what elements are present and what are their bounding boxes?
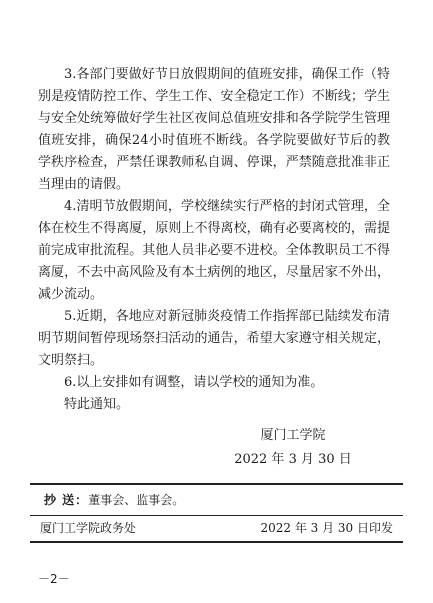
paragraph-closed-management: 4.清明节放假期间，学校继续实行严格的封闭式管理，全体在校生不得离厦，原则上不得离校，确有必要离校的，需提前完成审批流程。其他人员非必要不进校。全体教职员工不得离厦，不去中高风险及有本土病例的地区，尽量居家不外出，减少流动。: [38, 199, 390, 302]
page-number: －2－: [38, 572, 70, 586]
divider-bottom: [30, 541, 403, 543]
print-date: 2022 年 3 月 30 日印发: [260, 521, 393, 535]
paragraph-adjustment: 6.以上安排如有调整，请以学校的通知为准。: [64, 375, 324, 390]
copy-to-label: 抄 送：: [44, 493, 89, 507]
notice-body: [38, 64, 390, 416]
divider-top: [30, 483, 403, 485]
signature-organization: 厦门工学院: [260, 428, 326, 443]
issuer: 厦门工学院政务处: [40, 521, 137, 535]
paragraph-tomb-sweeping: 5.近期，各地应对新冠肺炎疫情工作指挥部已陆续发布清明节期间暂停现场祭扫活动的通告，希望大家遵守相关规定，文明祭扫。: [38, 309, 390, 368]
copy-to-line: [44, 490, 184, 510]
copy-to-recipients: 董事会、监事会。: [88, 493, 185, 507]
divider-middle: [30, 515, 403, 516]
paragraph-closing: 特此通知。: [64, 397, 130, 412]
signature-date: 2022 年 3 月 30 日: [234, 452, 352, 467]
paragraph-duty-arrangement: 3.各部门要做好节日放假期间的值班安排，确保工作（特别是疫情防控工作、学生工作、安全稳定工作）不断线；学生与安全处统筹做好学生社区夜间总值班安排和各学院学生管理值班安排，确保24小时值班不断线。各学院要做好节后的教学秩序检查，严禁任课教师私自调、停课，严禁随意批准非正当理由的请假。: [38, 67, 390, 192]
